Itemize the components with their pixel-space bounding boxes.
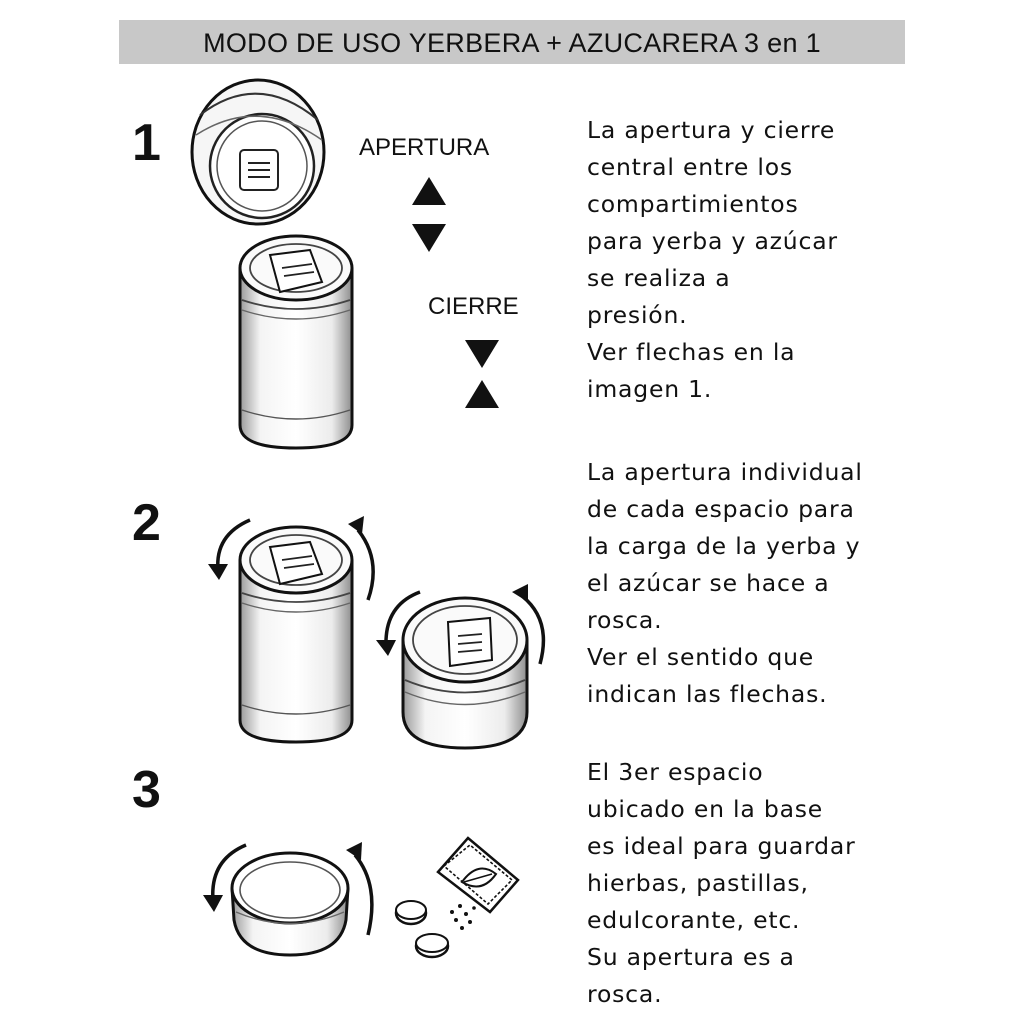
text-line: es ideal para guardar: [587, 832, 856, 860]
text-line: se realiza a: [587, 264, 731, 292]
text-line: para yerba y azúcar: [587, 227, 838, 255]
text-line: El 3er espacio: [587, 758, 764, 786]
text-line: edulcorante, etc.: [587, 906, 801, 934]
text-line: ubicado en la base: [587, 795, 824, 823]
step-1-number: 1: [132, 114, 161, 172]
text-line: central entre los: [587, 153, 793, 181]
container-body-icon: [240, 236, 352, 448]
rotate-arrow-icon: [203, 895, 223, 912]
step-3-number: 3: [132, 761, 161, 819]
text-line: compartimientos: [587, 190, 799, 218]
container-top-icon: [192, 80, 324, 224]
arrow-down-icon: [412, 224, 446, 252]
text-line: de cada espacio para: [587, 495, 855, 523]
text-line: La apertura y cierre: [587, 116, 836, 144]
pill-icon: [396, 901, 426, 924]
container-top-icon: [403, 598, 527, 748]
text-line: Su apertura es a: [587, 943, 795, 971]
text-line: Ver flechas en la: [587, 338, 796, 366]
text-line: rosca.: [587, 606, 663, 634]
rotate-arrow-icon: [376, 640, 396, 656]
step-3-description: [587, 754, 856, 1013]
text-line: hierbas, pastillas,: [587, 869, 809, 897]
arrow-up-icon: [412, 177, 446, 205]
step-2-description: [587, 454, 863, 713]
step-1-description: [587, 112, 838, 408]
text-line: imagen 1.: [587, 375, 713, 403]
text-line: rosca.: [587, 980, 663, 1008]
base-container-icon: [232, 853, 348, 955]
arrow-up-icon: [465, 380, 499, 408]
rotate-arrow-icon: [346, 842, 362, 860]
rotate-arrow-icon: [355, 855, 372, 935]
text-line: el azúcar se hace a: [587, 569, 830, 597]
rotate-arrow-icon: [208, 564, 228, 580]
text-line: Ver el sentido que: [587, 643, 815, 671]
arrow-down-icon: [465, 340, 499, 368]
text-line: la carga de la yerba y: [587, 532, 861, 560]
cierre-label: CIERRE: [428, 293, 519, 320]
sweetener-dots: [450, 904, 476, 930]
text-line: La apertura individual: [587, 458, 863, 486]
container-body-icon: [240, 527, 352, 742]
pill-icon: [416, 934, 448, 957]
rotate-arrow-icon: [348, 516, 364, 534]
sachet-icon: [438, 838, 518, 912]
apertura-label: APERTURA: [359, 134, 490, 161]
text-line: indican las flechas.: [587, 680, 828, 708]
text-line: presión.: [587, 301, 688, 329]
rotate-arrow-icon: [358, 530, 373, 600]
rotate-arrow-icon: [512, 584, 528, 602]
step-2-number: 2: [132, 494, 161, 552]
page-title: MODO DE USO YERBERA + AZUCARERA 3 en 1: [203, 28, 821, 58]
